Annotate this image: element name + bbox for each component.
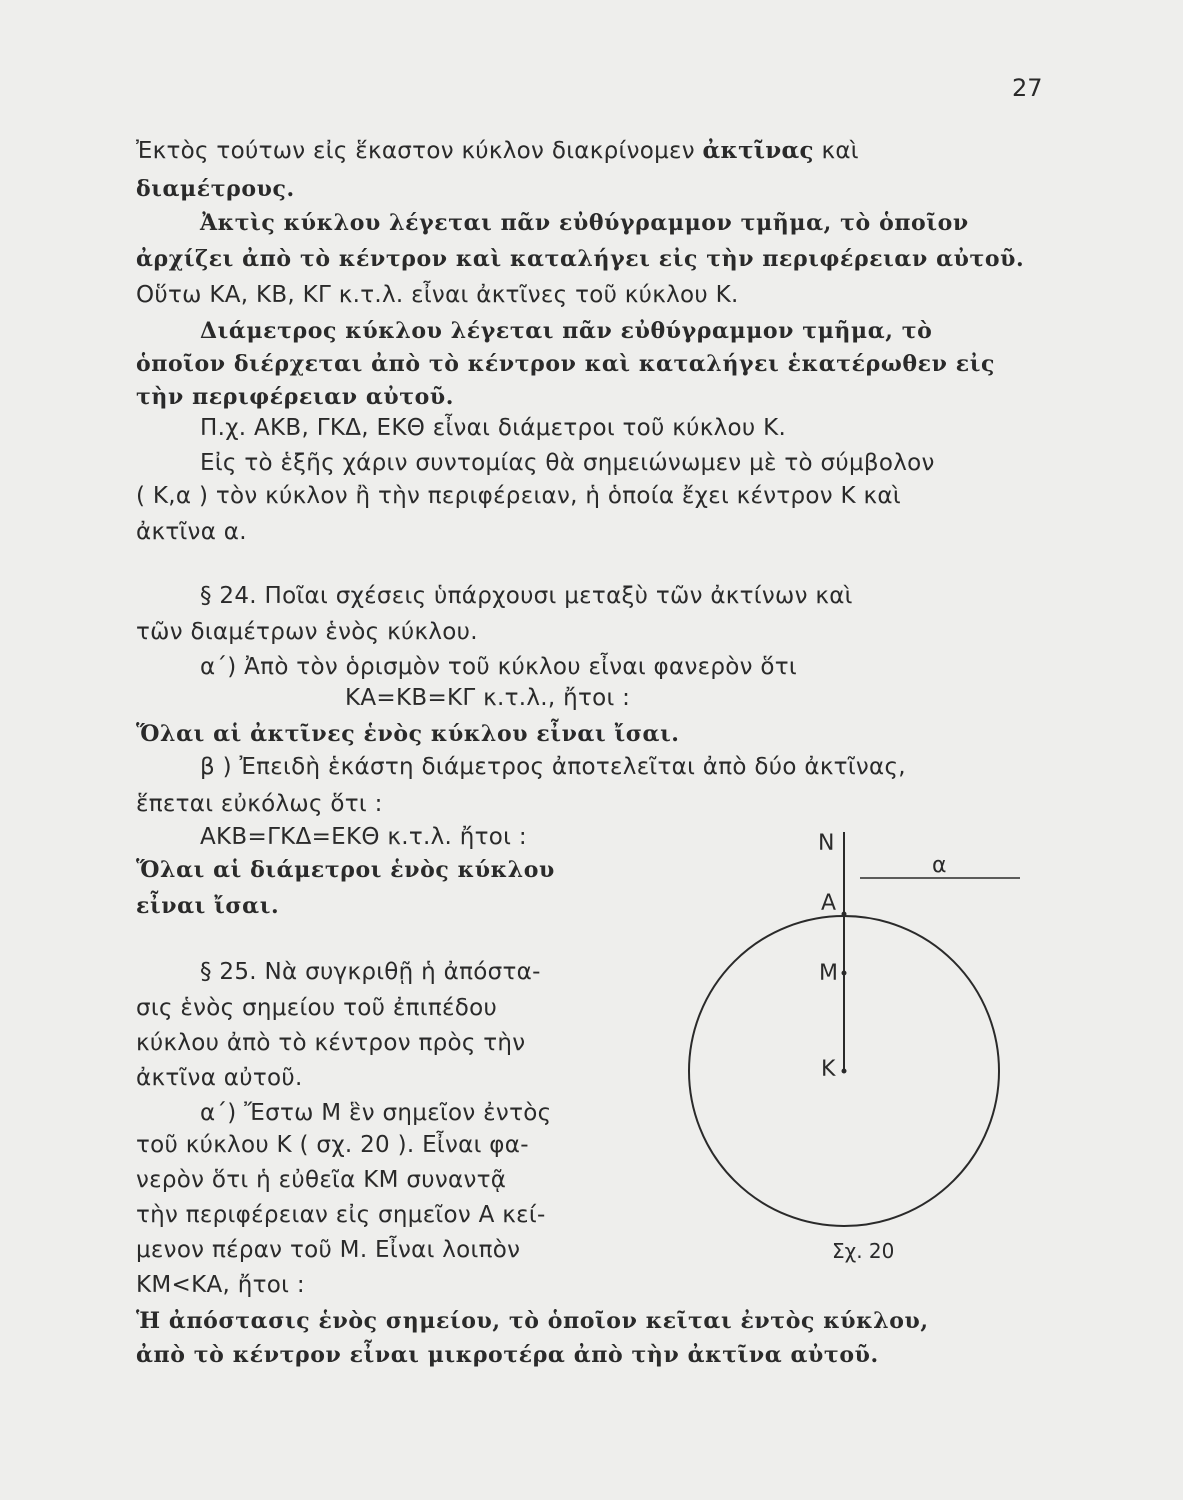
text-line-20: μενον πέραν τοῦ Μ. Εἶναι λοιπὸν: [136, 1237, 521, 1263]
point-a: [842, 912, 847, 917]
label-m: Μ: [819, 961, 838, 986]
text-line-13: α΄) Ἀπὸ τὸν ὁρισμὸν τοῦ κύκλου εἶναι φανερὸν ὅτι: [200, 654, 798, 680]
point-k: [842, 1069, 847, 1074]
equation-2: ΑΚΒ=ΓΚΔ=ΕΚΘ κ.τ.λ. ἤτοι :: [200, 824, 527, 850]
text-line-15: ἕπεται εὐκόλως ὅτι :: [136, 791, 383, 817]
label-a: Α: [821, 891, 837, 916]
label-alpha: α: [932, 853, 947, 878]
text-line-8: τὴν περιφέρειαν αὐτοῦ.: [136, 384, 455, 410]
text-line-16: α΄) Ἔστω Μ ἓν σημεῖον ἐντὸς: [200, 1100, 552, 1126]
section-25-heading: § 25. Νὰ συγκριθῇ ἡ ἀπόστα-: [200, 959, 541, 985]
text-line-3: Ἀκτὶς κύκλου λέγεται πᾶν εὐθύγραμμον τμῆμα, τὸ ὁποῖον: [200, 210, 969, 236]
theorem-2: Ὅλαι αἱ διάμετροι ἑνὸς κύκλου: [136, 857, 555, 883]
section-24-heading-cont: τῶν διαμέτρων ἑνὸς κύκλου.: [136, 619, 478, 645]
text-line-21: ΚΜ<ΚΑ, ἤτοι :: [136, 1272, 305, 1298]
figure-20: [680, 820, 1040, 1270]
text-line-12: ἀκτῖνα α.: [136, 519, 247, 545]
page-number: 27: [1012, 74, 1043, 102]
text-line-7: ὁποῖον διέρχεται ἀπὸ τὸ κέντρον καὶ καταλήγει ἑκατέρωθεν εἰς: [136, 351, 995, 377]
text-line-10: Εἰς τὸ ἑξῆς χάριν συντομίας θὰ σημειώνωμεν μὲ τὸ σύμβολον: [200, 450, 935, 476]
equation-1: ΚΑ=ΚΒ=ΚΓ κ.τ.λ., ἤτοι :: [345, 685, 631, 711]
theorem-3-cont: ἀπὸ τὸ κέντρον εἶναι μικροτέρα ἀπὸ τὴν ἀκτῖνα αὐτοῦ.: [136, 1342, 879, 1368]
label-n: Ν: [818, 831, 835, 856]
text-line-5: Οὕτω ΚΑ, ΚΒ, ΚΓ κ.τ.λ. εἶναι ἀκτῖνες τοῦ κύκλου Κ.: [136, 282, 739, 308]
text-line-17: τοῦ κύκλου Κ ( σχ. 20 ). Εἶναι φα-: [136, 1132, 529, 1158]
text-line-18: νερὸν ὅτι ἡ εὐθεῖα ΚΜ συναντᾷ: [136, 1167, 507, 1193]
text-line-2: διαμέτρους.: [136, 176, 295, 202]
section-25-heading-cont-2: κύκλου ἀπὸ τὸ κέντρον πρὸς τὴν: [136, 1030, 526, 1056]
text-line-19: τὴν περιφέρειαν εἰς σημεῖον Α κεί-: [136, 1202, 546, 1228]
figure-caption: Σχ. 20: [832, 1239, 895, 1263]
text-line-11: ( Κ,α ) τὸν κύκλον ἢ τὴν περιφέρειαν, ἡ ὁποία ἔχει κέντρον Κ καὶ: [136, 483, 901, 509]
section-24-heading: § 24. Ποῖαι σχέσεις ὑπάρχουσι μεταξὺ τῶν ἀκτίνων καὶ: [200, 583, 853, 609]
theorem-1: Ὅλαι αἱ ἀκτῖνες ἑνὸς κύκλου εἶναι ἴσαι.: [136, 721, 680, 747]
text-line-1: Ἐκτὸς τούτων εἰς ἕκαστον κύκλον διακρίνομεν ἀκτῖνας καὶ: [136, 137, 859, 164]
label-k: Κ: [821, 1057, 836, 1082]
theorem-3: Ἡ ἀπόστασις ἑνὸς σημείου, τὸ ὁποῖον κεῖται ἐντὸς κύκλου,: [136, 1308, 929, 1334]
text-line-6: Διάμετρος κύκλου λέγεται πᾶν εὐθύγραμμον τμῆμα, τὸ: [200, 318, 933, 344]
text-line-14: β ) Ἐπειδὴ ἑκάστη διάμετρος ἀποτελεῖται ἀπὸ δύο ἀκτῖνας,: [200, 754, 906, 780]
theorem-2-cont: εἶναι ἴσαι.: [136, 893, 280, 919]
section-25-heading-cont-1: σις ἑνὸς σημείου τοῦ ἐπιπέδου: [136, 995, 498, 1021]
point-m: [842, 971, 847, 976]
section-25-heading-cont-3: ἀκτῖνα αὐτοῦ.: [136, 1065, 303, 1091]
text-line-9: Π.χ. ΑΚΒ, ΓΚΔ, ΕΚΘ εἶναι διάμετροι τοῦ κύκλου Κ.: [200, 415, 787, 441]
text-line-4: ἀρχίζει ἀπὸ τὸ κέντρον καὶ καταλήγει εἰς τὴν περιφέρειαν αὐτοῦ.: [136, 246, 1025, 272]
